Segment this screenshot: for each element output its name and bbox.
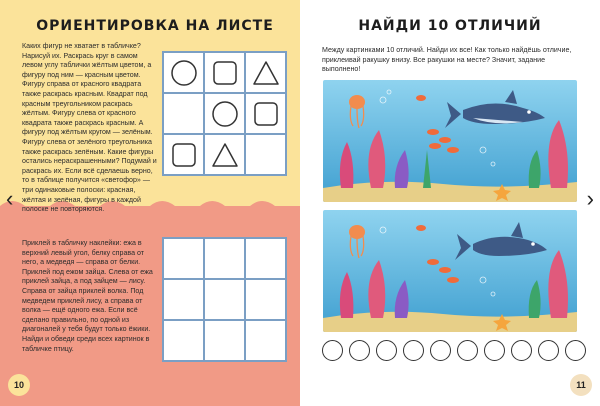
sticker-cell[interactable] [245,320,286,361]
left-instruction-top: Каких фигур не хватает в табличке? Нарисуй их. Раскрась круг в самом левом углу таблички жёлтым цветом, а фигуру под ним — красным цветом. Фигуру справа от красного квадрата также раскрась красным. Квадрат под красным треугольником раскрась жёлтым. Фигуру слева от красного квадрата также раскрась красным. А фигуру под жёлтым кругом — зелёным. Фигуру слева от зелёного треугольника также раскрась зелёным. Какие фигуры остались нераскрашенными? Подумай и раскрась их. Если всё сделаешь верно, то в таблице получится «светофор» — три одинаковые полоски: красная, жёлтая и зелёная, фигуры в каждой полоске не повторяются. [22,42,157,214]
shell-slot[interactable] [565,340,586,361]
underwater-scene-top[interactable] [323,80,577,202]
shell-sticker-slots [322,340,586,361]
page-number-right: 11 [570,374,592,396]
left-instruction-bottom: Приклей в табличку наклейки: ежа в верхний левый угол, белку справа от него, а медведя — справа от белки. Приклей под ежом зайца. Слева от ежа приклей зайца, а под зайцем — лису. Справа от зайца приклей волка. Под медведем приклей лису, а справа от волка — ещё одного ежа. Если всё сделано правильно, по одной из диагоналей у тебя будут только ёжики. Найди и обведи среди всех картинок в табличке птицу. [22,239,153,353]
grid-cell[interactable] [245,134,286,175]
grid-cell[interactable] [245,93,286,134]
grid-cell[interactable] [204,134,245,175]
grid-cell[interactable] [163,52,204,93]
shell-slot[interactable] [403,340,424,361]
square-shape [253,101,279,127]
underwater-scene-bottom[interactable] [323,210,577,332]
shell-slot[interactable] [376,340,397,361]
right-page-title: НАЙДИ 10 ОТЛИЧИЙ [358,18,542,34]
grid-cell[interactable] [204,52,245,93]
sticker-grid [162,237,287,362]
sticker-cell[interactable] [163,238,204,279]
shapes-grid [162,51,287,176]
sticker-cell[interactable] [163,320,204,361]
grid-cell[interactable] [204,93,245,134]
page-number-left: 10 [8,374,30,396]
triangle-shape [210,141,240,169]
right-instruction: Между картинками 10 отличий. Найди их все! Как только найдёшь отличие, приклеивай ракушку внизу. Все ракушки на месте? Значит, задание выполнено! [322,46,572,74]
square-shape [171,142,197,168]
sticker-cell[interactable] [204,279,245,320]
shell-slot[interactable] [457,340,478,361]
circle-shape [211,100,239,128]
sticker-cell[interactable] [245,238,286,279]
shell-slot[interactable] [511,340,532,361]
square-shape [212,60,238,86]
next-page-arrow-icon[interactable]: › [586,186,594,211]
grid-cell[interactable] [163,134,204,175]
sticker-cell[interactable] [204,320,245,361]
grid-cell[interactable] [245,52,286,93]
right-page [300,0,600,406]
circle-shape [170,59,198,87]
prev-page-arrow-icon[interactable]: ‹ [6,186,14,211]
sticker-cell[interactable] [204,238,245,279]
shell-slot[interactable] [538,340,559,361]
triangle-shape [251,59,281,87]
shell-slot[interactable] [322,340,343,361]
shell-slot[interactable] [349,340,370,361]
sticker-cell[interactable] [163,279,204,320]
shell-slot[interactable] [484,340,505,361]
shell-slot[interactable] [430,340,451,361]
grid-cell[interactable] [163,93,204,134]
sticker-cell[interactable] [245,279,286,320]
left-page-title: ОРИЕНТИРОВКА НА ЛИСТЕ [36,18,274,34]
